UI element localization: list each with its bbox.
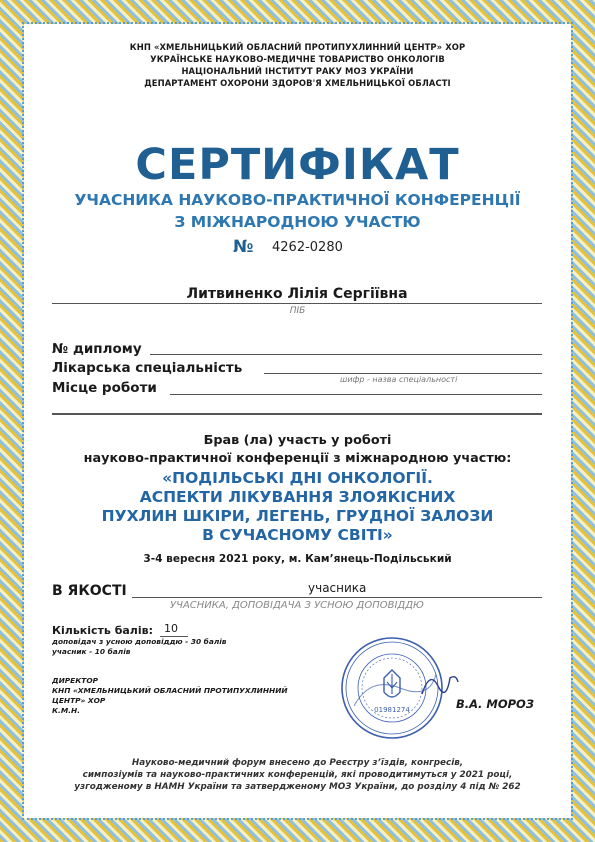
header-org-line-2: УКРАЇНСЬКЕ НАУКОВО-МЕДИЧНЕ ТОВАРИСТВО ОНКОЛОГІВ <box>150 54 445 64</box>
footer-line-3: узгодженому в НАМН України та затвердженому МОЗ України, до розділу 4 під № 262 <box>74 782 521 792</box>
conference-title-line-4: В СУЧАСНОМУ СВІТІ» <box>202 526 393 544</box>
took-part-text: Брав (ла) участь у роботі <box>203 433 392 448</box>
certificate-subtitle-2: З МІЖНАРОДНОЮ УЧАСТЮ <box>174 213 421 231</box>
header-org-line-4: ДЕПАРТАМЕНТ ОХОРОНИ ЗДОРОВ'Я ХМЕЛЬНИЦЬКОЇ ОБЛАСТІ <box>144 78 451 88</box>
director-title: ДИРЕКТОР <box>52 676 99 685</box>
certificate-subtitle-1: УЧАСНИКА НАУКОВО-ПРАКТИЧНОЇ КОНФЕРЕНЦІЇ <box>74 191 521 209</box>
footer-line-2: симпозіумів та науково-практичних конференцій, які проводитимуться у 2021 році, <box>82 770 513 780</box>
role-label: В ЯКОСТІ <box>52 583 127 599</box>
footer-line-1: Науково-медичний форум внесено до Реєстру з’їздів, конгресів, <box>131 758 464 768</box>
diploma-label: № диплому <box>52 341 142 357</box>
signatory-name: В.А. МОРОЗ <box>456 697 535 711</box>
stamp-code: 01981274 <box>374 706 410 714</box>
workplace-label: Місце роботи <box>52 380 157 396</box>
conference-title-line-3: ПУХЛИН ШКІРИ, ЛЕГЕНЬ, ГРУДНОЇ ЗАЛОЗИ <box>101 507 494 525</box>
participant-name: Литвиненко Лілія Сергіївна <box>186 286 408 302</box>
header-org-line-1: КНП «ХМЕЛЬНИЦЬКИЙ ОБЛАСНИЙ ПРОТИПУХЛИННИЙ ЦЕНТР» ХОР <box>129 42 466 52</box>
workplace-line <box>170 394 542 395</box>
specialty-caption: шифр - назва спеціальності <box>340 375 458 384</box>
role-caption: УЧАСНИКА, ДОПОВІДАЧА З УСНОЮ ДОПОВІДДЮ <box>170 600 424 611</box>
certificate-number: 4262-0280 <box>272 240 343 255</box>
certificate-title: СЕРТИФІКАТ <box>135 140 460 190</box>
points-note-speaker: доповідач з усною доповіддю - 30 балів <box>52 637 227 646</box>
points-value: 10 <box>164 622 178 635</box>
specialty-line <box>264 373 542 374</box>
header-org-line-3: НАЦІОНАЛЬНИЙ ІНСТИТУТ РАКУ МОЗ УКРАЇНИ <box>181 66 414 76</box>
role-line <box>132 597 542 598</box>
points-note-participant: учасник - 10 балів <box>52 647 131 656</box>
name-underline <box>52 303 542 304</box>
name-caption: ПІБ <box>289 306 306 316</box>
signature-icon <box>420 664 460 704</box>
director-org-1: КНП «ХМЕЛЬНИЦЬКИЙ ОБЛАСНИЙ ПРОТИПУХЛИННИЙ <box>52 686 288 695</box>
number-sign: № <box>233 237 254 257</box>
conference-title-line-1: «ПОДІЛЬСЬКІ ДНІ ОНКОЛОГІЇ. <box>162 469 433 487</box>
points-label: Кількість балів: <box>52 624 153 637</box>
specialty-label: Лікарська спеціальність <box>52 360 243 376</box>
diploma-line <box>150 354 542 355</box>
role-value: учасника <box>308 581 367 595</box>
conference-type-text: науково-практичної конференції з міжнародною участю: <box>83 451 512 466</box>
conference-title-line-2: АСПЕКТИ ЛІКУВАННЯ ЗЛОЯКІСНИХ <box>139 488 456 506</box>
date-place: 3-4 вересня 2021 року, м. Кам’янець-Подільський <box>143 553 452 565</box>
director-degree: К.М.Н. <box>52 706 81 715</box>
section-divider <box>52 413 542 415</box>
director-org-2: ЦЕНТР» ХОР <box>52 696 106 705</box>
